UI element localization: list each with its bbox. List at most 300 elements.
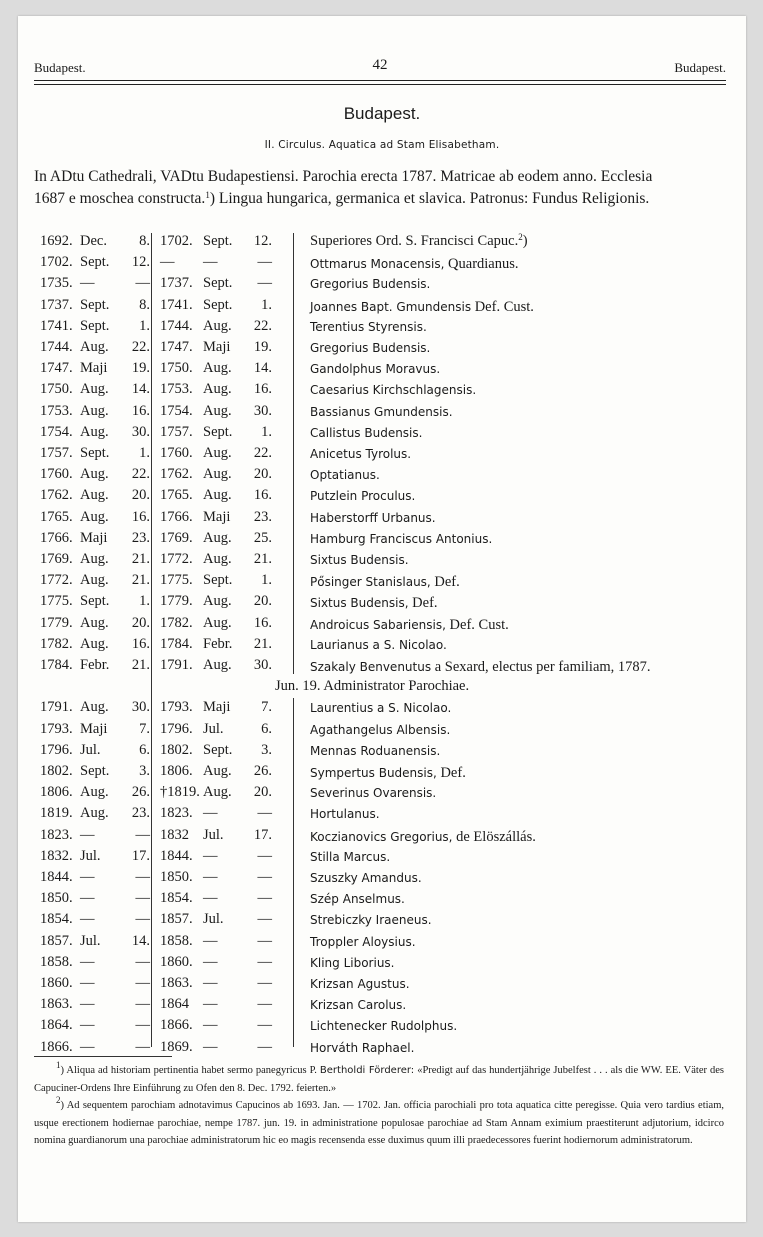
end-month: Aug. (203, 445, 232, 461)
name-text: Gregorius Budensis. (310, 341, 431, 355)
end-day: — (257, 254, 272, 271)
start-month: Aug. (80, 339, 109, 355)
end-month: Maji (203, 339, 231, 355)
end-month: Sept. (203, 423, 233, 440)
table-row (18, 530, 746, 551)
name-text: Sixtus Budensis. (310, 553, 409, 567)
start-month: Aug. (80, 635, 109, 652)
footnote-ref: 1 (205, 190, 210, 200)
end-day: 30. (253, 402, 272, 419)
start-month: — (80, 996, 95, 1013)
start-year: 1802. (40, 763, 73, 779)
administrator-name (310, 233, 528, 250)
start-month: Sept. (80, 593, 110, 610)
table-row (18, 975, 746, 996)
end-day: 6. (261, 720, 272, 737)
running-head-right: Budapest. (674, 60, 726, 75)
start-year: 1823. (40, 826, 73, 843)
end-year: 1860. (160, 953, 193, 970)
start-month: Aug. (80, 508, 109, 525)
start-year: 1769. (40, 551, 73, 567)
start-day: 3. (139, 763, 150, 779)
start-day: — (135, 1038, 150, 1055)
name-text: Laurianus a S. Nicolao. (310, 637, 447, 652)
start-year: 1765. (40, 508, 73, 525)
end-year: 1823. (160, 805, 193, 822)
end-day: 1. (261, 572, 272, 589)
start-month: Jul. (80, 847, 101, 864)
start-month: Sept. (80, 296, 110, 313)
start-day: 14. (131, 932, 150, 949)
start-month: Maji (80, 360, 108, 377)
name-text: Severinus Ovarensis. (310, 786, 437, 801)
end-year: 1796. (160, 720, 193, 737)
end-day: 21. (253, 551, 272, 567)
start-day: 16. (131, 402, 150, 419)
administrator-name (310, 595, 438, 612)
start-year: 1793. (40, 720, 73, 737)
name-text: Terentius Styrensis. (310, 319, 427, 334)
name-text: Sixtus Budensis, (310, 596, 409, 611)
end-day: 16. (253, 381, 272, 398)
end-day: 3. (261, 741, 272, 758)
page-number: 42 (372, 57, 388, 73)
name-text: Ottmarus Monacensis, (310, 257, 445, 272)
name-text: Strebiczky Iraeneus. (310, 913, 432, 928)
start-month: Aug. (80, 381, 109, 398)
start-day: — (135, 826, 150, 843)
administrator-name (310, 405, 453, 419)
start-year: 1806. (40, 784, 73, 801)
end-month: — (203, 996, 218, 1013)
end-day: 22. (253, 445, 272, 461)
end-year: 1802. (160, 741, 193, 758)
start-day: 22. (131, 339, 150, 355)
footnotes (34, 1062, 724, 1150)
table-row (18, 1017, 746, 1038)
start-day: 6. (139, 741, 150, 758)
end-day: 1. (261, 296, 272, 313)
table-row (18, 424, 746, 445)
end-month: — (203, 1017, 218, 1034)
end-month: Sept. (203, 741, 233, 758)
start-month: Aug. (80, 784, 109, 801)
start-month: Jul. (80, 741, 101, 758)
administrator-name (310, 977, 410, 991)
table-row (18, 254, 746, 275)
header-rule-thin (34, 84, 726, 85)
name-text: Pősinger Stanislaus, (310, 575, 431, 590)
name-text: Gregorius Budensis. (310, 277, 431, 292)
end-year: †1819. (160, 784, 200, 801)
start-day: 8. (139, 296, 150, 313)
end-month: Maji (203, 508, 231, 525)
start-year: 1757. (40, 445, 73, 461)
end-day: 7. (261, 699, 272, 716)
start-day: — (135, 275, 150, 292)
end-month: Aug. (203, 614, 232, 631)
start-day: 30. (131, 699, 150, 716)
start-day: 19. (131, 360, 150, 377)
start-day: 22. (131, 466, 150, 483)
end-year: 1737. (160, 275, 193, 292)
end-day: 16. (253, 487, 272, 504)
end-day: — (257, 805, 272, 822)
start-day: 21. (131, 572, 150, 589)
end-month: — (203, 847, 218, 864)
footnote-mark: 1 (56, 1060, 61, 1070)
administrator-name (310, 511, 436, 525)
name-text: Joannes Bapt. Gmundensis (310, 299, 472, 314)
name-text: Szakaly Benvenutus (310, 660, 432, 674)
end-year: 1762. (160, 466, 193, 483)
start-day: 26. (131, 784, 150, 801)
header-rule (34, 80, 726, 81)
administrator-name (310, 723, 450, 737)
end-month: Aug. (203, 487, 232, 504)
start-month: Aug. (80, 614, 109, 631)
end-day: 26. (253, 763, 272, 779)
end-month: Aug. (203, 763, 232, 779)
name-text: Callistus Budensis. (310, 425, 423, 440)
administrator-name (310, 532, 492, 546)
start-year: 1854. (40, 911, 73, 928)
name-text: Caesarius Kirchschlagensis. (310, 383, 477, 398)
end-month: — (203, 890, 218, 907)
end-month: — (203, 805, 218, 822)
start-day: 17. (131, 847, 150, 864)
end-month: Aug. (203, 360, 232, 377)
name-text: Krizsan Carolus. (310, 998, 407, 1013)
end-year: 1741. (160, 296, 193, 313)
end-year: 1854. (160, 890, 193, 907)
start-year: 1844. (40, 869, 73, 885)
row-continuation: Jun. 19. Administrator Parochiae. (275, 678, 470, 695)
end-day: 22. (253, 317, 272, 334)
table-row (18, 954, 746, 975)
end-year: 1793. (160, 699, 193, 716)
start-year: 1863. (40, 996, 73, 1013)
end-month: Jul. (203, 911, 224, 928)
administrator-name (310, 256, 519, 273)
intro-line-2 (34, 188, 724, 210)
start-month: Sept. (80, 317, 110, 334)
administrator-name (310, 489, 415, 503)
start-day: 16. (131, 508, 150, 525)
name-note: Def. (408, 595, 438, 612)
end-day: 19. (253, 339, 272, 355)
table-row (18, 615, 746, 636)
start-day: 1. (139, 317, 150, 334)
start-year: 1857. (40, 932, 73, 949)
end-year: 1775. (160, 572, 193, 589)
end-year: 1782. (160, 614, 193, 631)
start-year: 1737. (40, 296, 73, 313)
end-year: 1744. (160, 317, 193, 334)
administrator-name (310, 807, 380, 821)
end-year: 1757. (160, 423, 193, 440)
start-year: 1784. (40, 657, 73, 673)
end-month: — (203, 932, 218, 949)
table-row (18, 721, 746, 742)
start-year: 1864. (40, 1017, 73, 1034)
administrator-name (310, 1041, 414, 1055)
start-month: Dec. (80, 233, 107, 249)
name-note: Def. Cust. (471, 298, 534, 315)
name-text: Sympertus Budensis, (310, 766, 437, 780)
administrator-name (310, 320, 427, 334)
start-month: — (80, 1038, 95, 1055)
table-row (18, 509, 746, 530)
administrator-name (310, 956, 395, 970)
table-row (18, 487, 746, 508)
end-month: Aug. (203, 317, 232, 334)
start-month: — (80, 953, 95, 970)
document-page (18, 16, 746, 1222)
start-month: — (80, 826, 95, 843)
name-text: Anicetus Tyrolus. (310, 447, 412, 461)
end-year: 1864 (160, 996, 189, 1013)
start-day: — (135, 975, 150, 991)
table-row (18, 593, 746, 614)
name-text: Bassianus Gmundensis. (310, 404, 453, 419)
end-day: — (257, 847, 272, 864)
start-day: — (135, 890, 150, 907)
administrator-name (310, 1019, 457, 1033)
table-row (18, 699, 746, 720)
administrator-name (310, 574, 460, 591)
table-row (18, 339, 746, 360)
name-suffix: ) (522, 233, 528, 249)
start-day: 20. (131, 614, 150, 631)
administrator-name (310, 850, 390, 864)
administrator-name (310, 998, 406, 1012)
start-day: — (135, 1017, 150, 1034)
name-note: Quardianus. (444, 256, 519, 273)
end-day: — (257, 975, 272, 991)
start-month: Maji (80, 720, 108, 737)
table-row (18, 233, 746, 254)
start-year: 1702. (40, 254, 73, 271)
start-month: — (80, 275, 95, 292)
start-year: 1762. (40, 487, 73, 504)
footnote-text-cont: «Predigt auf das hundertjährige Jubelfest . . . als die WW. EE. Väter des Capuciner-Ordens Ihre Einführung zu Ofen den 8. Dec. 1792. feierten.» (34, 1065, 724, 1094)
start-month: Sept. (80, 254, 110, 271)
table-row (18, 827, 746, 848)
end-year: 1750. (160, 360, 193, 377)
start-day: 23. (131, 529, 150, 546)
name-text: Hamburg Franciscus Antonius. (310, 531, 493, 546)
end-year: 1850. (160, 869, 193, 885)
end-year: 1784. (160, 635, 193, 652)
end-month: Aug. (203, 657, 232, 673)
start-day: 30. (131, 423, 150, 440)
administrator-name (310, 659, 651, 676)
name-text: Kling Liborius. (310, 955, 395, 970)
end-day: — (257, 911, 272, 928)
end-month: Sept. (203, 572, 233, 589)
end-day: — (257, 890, 272, 907)
start-day: 16. (131, 635, 150, 652)
table-row (18, 742, 746, 763)
administrator-name (310, 786, 436, 800)
start-month: — (80, 1017, 95, 1034)
end-day: — (257, 932, 272, 949)
administrator-name (310, 913, 432, 927)
name-text: Hortulanus. (310, 807, 380, 822)
end-month: Aug. (203, 466, 232, 483)
table-row (18, 551, 746, 572)
end-year: 1754. (160, 402, 193, 419)
start-year: 1753. (40, 402, 73, 419)
name-text: Szép Anselmus. (310, 892, 405, 907)
end-year: 1779. (160, 593, 193, 610)
start-year: 1791. (40, 699, 73, 716)
name-text: Gandolphus Moravus. (310, 362, 441, 377)
table-row (18, 466, 746, 487)
end-day: 23. (253, 508, 272, 525)
start-month: Aug. (80, 805, 109, 822)
footnote-text: ) Ad sequentem parochiam adnotavimus Capucinos ab 1693. Jan. — 1702. Jan. officia parochiali pro tota aquatica citte peregisse. Quia vero tardius etiam, usque erectionem hodiernae parochiae, nempe 1787. jun. 19. in administratione populosae parochiae ad Stam Annam eximium praestiterunt adjutorium, idcirco nomina guardianorum una parochiae administratorum hic eo magis recensenda esse duximus quum illi praedecessores fuerint hodiernorum administratorum. (34, 1100, 724, 1146)
table-row (18, 360, 746, 381)
administrator-name (310, 362, 440, 376)
table-row (18, 933, 746, 954)
end-month: Aug. (203, 593, 232, 610)
start-day: 8. (139, 233, 150, 249)
administrator-name (310, 765, 466, 782)
administrator-name (310, 426, 422, 440)
administrator-name (310, 468, 380, 482)
end-month: Jul. (203, 720, 224, 737)
administrator-name (310, 829, 536, 846)
end-year: 1863. (160, 975, 193, 991)
end-month: — (203, 953, 218, 970)
administrator-name (310, 341, 430, 355)
end-month: Sept. (203, 275, 233, 292)
end-year: 1866. (160, 1017, 193, 1034)
end-day: 14. (253, 360, 272, 377)
end-day: 17. (253, 826, 272, 843)
administrator-name (310, 871, 422, 885)
start-month: Aug. (80, 402, 109, 419)
start-day: 1. (139, 445, 150, 461)
end-year: — (160, 254, 175, 271)
start-year: 1850. (40, 890, 73, 907)
table-row (18, 848, 746, 869)
table-row (18, 381, 746, 402)
end-year: 1769. (160, 529, 193, 546)
end-month: Aug. (203, 402, 232, 419)
start-year: 1744. (40, 339, 73, 355)
end-day: 21. (253, 635, 272, 652)
end-month: Sept. (203, 296, 233, 313)
administrator-name (310, 935, 416, 949)
name-text: Stilla Marcus. (310, 849, 391, 864)
administrator-name (310, 744, 440, 758)
start-month: Jul. (80, 932, 101, 949)
footnote-ref: 2 (518, 232, 523, 242)
start-year: 1775. (40, 593, 73, 610)
end-year: 1844. (160, 847, 193, 864)
end-month: Aug. (203, 551, 232, 567)
start-day: 21. (131, 657, 150, 673)
end-year: 1760. (160, 445, 193, 461)
end-day: 20. (253, 466, 272, 483)
end-day: 20. (253, 784, 272, 801)
table-row (18, 445, 746, 466)
footnote-rule (34, 1056, 172, 1057)
table-row (18, 805, 746, 826)
start-day: 12. (131, 254, 150, 271)
page-subtitle: II. Circulus. Aquatica ad Stam Elisabetham. (264, 139, 500, 151)
start-year: 1754. (40, 423, 73, 440)
name-text: Troppler Aloysius. (310, 934, 416, 949)
end-month: Febr. (203, 635, 233, 652)
end-day: — (257, 1038, 272, 1055)
name-note: Def. (436, 765, 466, 781)
start-day: 1. (139, 593, 150, 610)
end-month: Jul. (203, 826, 224, 843)
end-day: 20. (253, 593, 272, 610)
end-day: — (257, 953, 272, 970)
end-day: 1. (261, 423, 272, 440)
start-month: Aug. (80, 423, 109, 440)
end-month: Aug. (203, 784, 232, 801)
end-year: 1857. (160, 911, 193, 928)
end-month: Maji (203, 699, 231, 716)
end-day: 12. (253, 233, 272, 249)
name-text: Haberstorff Urbanus. (310, 510, 436, 525)
table-row (18, 890, 746, 911)
end-day: 25. (253, 529, 272, 546)
start-year: 1782. (40, 635, 73, 652)
name-text: Agathangelus Albensis. (310, 722, 451, 737)
start-month: — (80, 869, 95, 885)
footnote-text: ) Aliqua ad historiam pertinentia habet sermo panegyricus P. (60, 1065, 320, 1076)
table-row (18, 636, 746, 657)
name-text: Superiores Ord. S. Francisci Capuc. (310, 233, 519, 249)
end-month: — (203, 869, 218, 885)
name-text: Horváth Raphael. (310, 1040, 415, 1055)
footnote-author: Bertholdi Förderer: (319, 1065, 415, 1076)
intro-line-1: In ADtu Cathedrali, VADtu Budapestiensi. Parochia erecta 1787. Matricae ab eodem anno. Ecclesia (34, 168, 653, 185)
end-year: 1765. (160, 487, 193, 504)
name-text: Szuszky Amandus. (310, 871, 422, 885)
name-text: Koczianovics Gregorius, (310, 829, 453, 844)
administrator-name (310, 383, 476, 397)
end-year: 1702. (160, 233, 193, 249)
end-month: Sept. (203, 233, 233, 249)
footnote (34, 1097, 724, 1150)
end-day: — (257, 275, 272, 292)
name-note: Def. (430, 574, 460, 591)
start-year: 1760. (40, 466, 73, 483)
administrator-name (310, 553, 409, 567)
name-text: Lichtenecker Rudolphus. (310, 1019, 458, 1034)
name-text: Androicus Sabariensis, (310, 617, 446, 632)
start-year: 1735. (40, 275, 73, 292)
start-year: 1796. (40, 741, 73, 758)
end-month: Aug. (203, 381, 232, 398)
start-year: 1750. (40, 381, 73, 398)
end-year: 1747. (160, 339, 193, 355)
end-day: 30. (253, 657, 272, 673)
end-year: 1753. (160, 381, 193, 398)
end-day: 16. (253, 614, 272, 631)
start-month: Aug. (80, 487, 109, 504)
start-day: — (135, 953, 150, 970)
name-text: Krizsan Agustus. (310, 977, 410, 991)
